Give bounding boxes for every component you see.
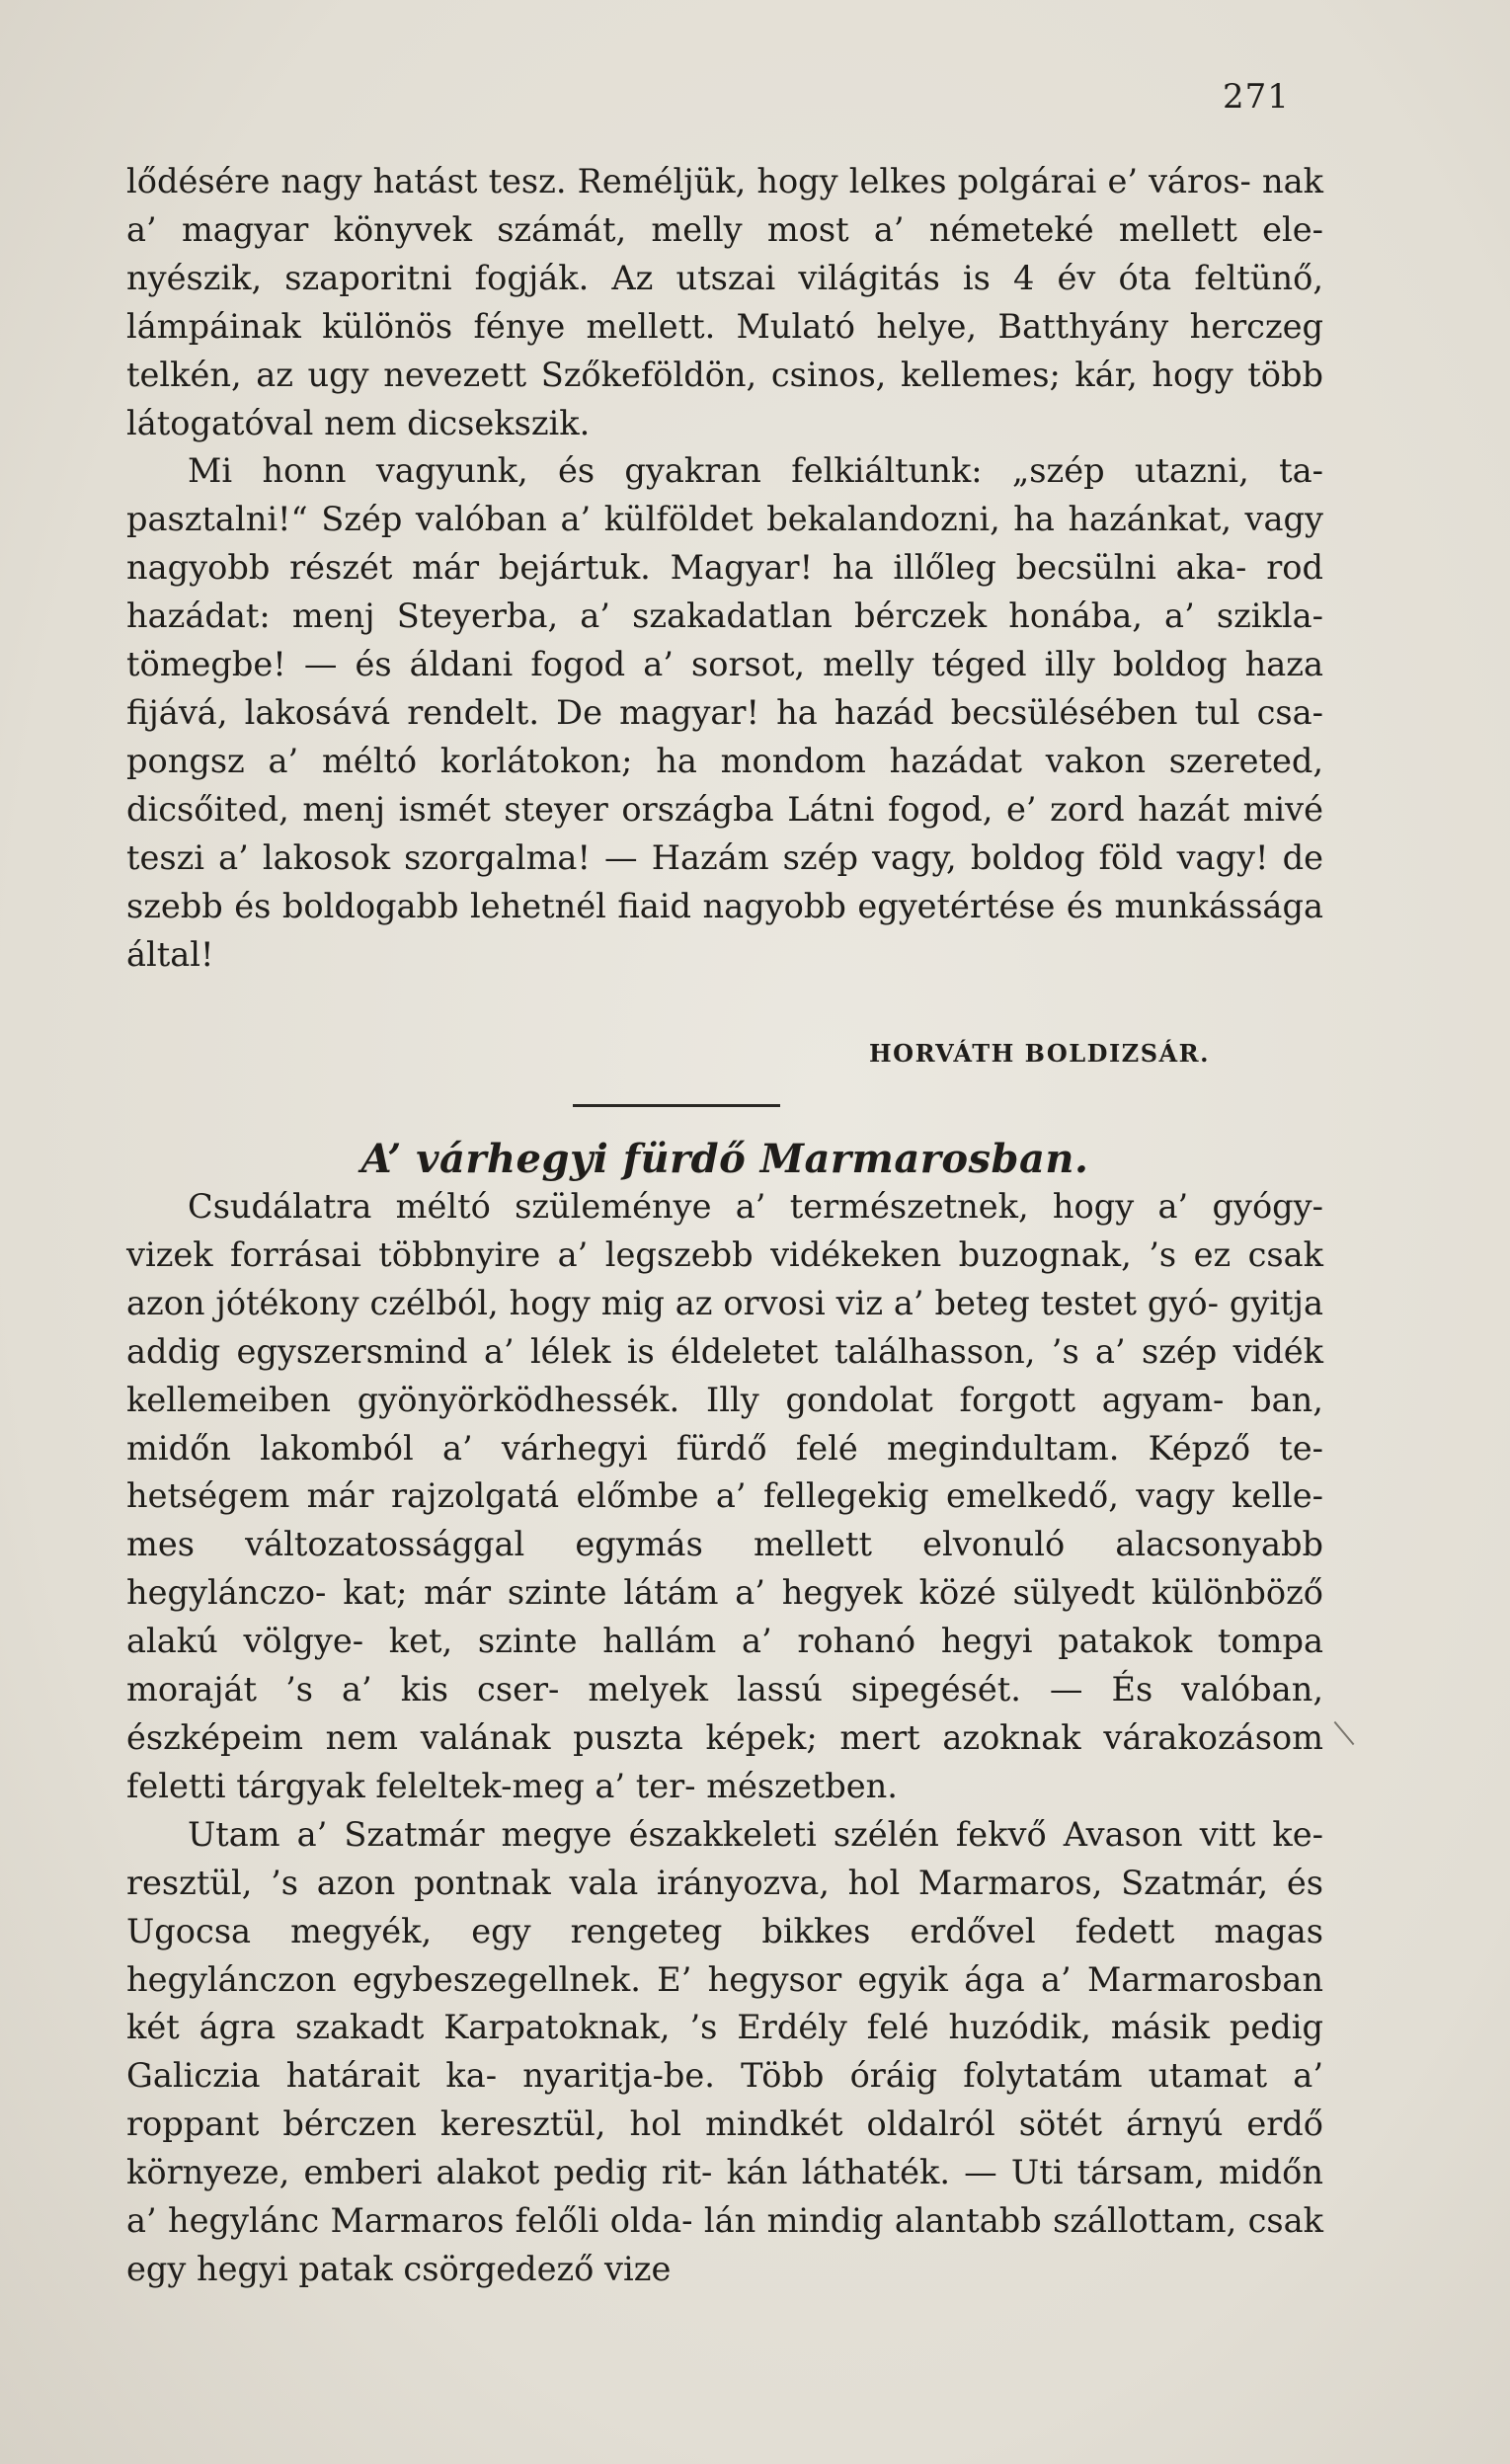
- article-title: A’ várhegyi fürdő Marmarosban.: [360, 1136, 1089, 1182]
- text-line: vidék kellemeiben gyönyörködhessék. Illy gondolat forgott agyam-: [126, 1331, 1323, 1419]
- text-line: nyészik, szaporitni fogják. Az utszai világitás is 4 év óta feltünő,: [126, 258, 1323, 297]
- text-line: Utam a’ Szatmár megye északkeleti szélén fekvő Avason vitt ke-: [188, 1814, 1323, 1854]
- article-2-text: [126, 1183, 1323, 2294]
- paragraph: [126, 447, 1323, 979]
- page-mark: [1334, 1721, 1355, 1745]
- text-line: pasztalni!“ Szép valóban a’ külföldet bekalandozni, ha hazánkat,: [126, 500, 1232, 539]
- text-line: kán láthaték. — Uti társam, midőn a’ hegylánc Marmaros felőli olda-: [126, 2153, 1323, 2241]
- text-line: lán mindig alantabb szállottam, csak egy hegyi patak csörgedező vize: [126, 2201, 1323, 2288]
- paragraph: [126, 1811, 1323, 2294]
- text-line: tömegbe! — és áldani fogod a’ sorsot, melly téged illy boldog haza: [126, 645, 1323, 684]
- text-line: nyaritja-be. Több óráig folytatám utamat a’ roppant bérczen keresztül,: [126, 2056, 1323, 2144]
- text-line: Karpatoknak, ’s Erdély felé huzódik, másik pedig Galiczia határait ka-: [126, 2008, 1323, 2096]
- text-line: vizek forrásai többnyire a’ legszebb vidékeken buzognak, ’s ez csak: [126, 1234, 1323, 1274]
- text-line: ket, szinte hallám a’ rohanó hegyi patakok tompa moraját ’s a’ kis cser-: [126, 1622, 1323, 1709]
- page-number: 271: [1223, 77, 1290, 117]
- paragraph: [126, 1183, 1323, 1811]
- text-line: telkén, az ugy nevezett Szőkeföldön, csinos, kellemes; kár, hogy: [126, 355, 1233, 394]
- text-line: lámpáinak különös fénye mellett. Mulató helye, Batthyány herczeg: [126, 306, 1323, 346]
- text-line: hetségem már rajzolgatá előmbe a’ fellegekig emelkedő, vagy kelle-: [126, 1476, 1323, 1516]
- text-line: mészetben.: [706, 1766, 898, 1805]
- text-line: nak a’ magyar könyvek számát, melly most a’ németeké mellett ele-: [126, 162, 1323, 249]
- paragraph: [126, 158, 1323, 447]
- text-line: kat; már szinte látám a’ hegyek közé sülyedt különböző alakú völgye-: [126, 1573, 1323, 1661]
- text-line: Mi honn vagyunk, és gyakran felkiáltunk: „szép utazni, ta-: [188, 451, 1323, 491]
- text-line: ban, midőn lakomból a’ várhegyi fürdő felé megindultam. Képző te-: [126, 1380, 1323, 1468]
- text-line: vagy nagyobb részét már bejártuk. Magyar! ha illőleg becsülni aka-: [126, 500, 1323, 588]
- text-line: dicsőited, menj ismét steyer országba Látni fogod, e’ zord hazát: [126, 789, 1230, 829]
- text-line: több látogatóval nem dicsekszik.: [126, 355, 1323, 442]
- text-line: mivé teszi a’ lakosok szorgalma! — Hazám szép vagy, boldog föld: [126, 789, 1323, 877]
- text-line: Csudálatra méltó szüleménye a’ természetnek, hogy a’ gyógy-: [188, 1187, 1323, 1226]
- text-line: gyitja addig egyszersmind a’ lélek is éldeletet találhasson, ’s a’ szép: [126, 1283, 1323, 1371]
- text-line: azon jótékony czélból, hogy mig az orvosi viz a’ beteg testet gyó-: [126, 1283, 1219, 1322]
- text-line: fijává, lakosává rendelt. De magyar! ha hazád becsülésében tul csa-: [126, 692, 1323, 732]
- text-line: hol mindkét oldalról sötét árnyú erdő környeze, emberi alakot pedig rit-: [126, 2105, 1323, 2192]
- text-line: mes változatossággal egymás mellett elvonuló alacsonyabb hegylánczo-: [126, 1525, 1323, 1613]
- text-line: egybeszegellnek. E’ hegysor egyik ága a’ Marmarosban két ágra szakadt: [126, 1959, 1323, 2047]
- text-line: pongsz a’ méltó korlátokon; ha mondom hazádat vakon szereted,: [126, 741, 1323, 780]
- text-line: képek; mert azoknak várakozásom feletti tárgyak feleltek-meg a’ ter-: [126, 1717, 1323, 1805]
- text-line: melyek lassú sipegését. — És valóban, észképeim nem valának puszta: [126, 1670, 1323, 1757]
- author-signature: HORVÁTH BOLDIZSÁR.: [869, 1039, 1210, 1068]
- text-line: munkássága által!: [126, 886, 1323, 974]
- text-line: rod hazádat: menj Steyerba, a’ szakadatlan bérczek honába, a’ szikla-: [126, 548, 1323, 636]
- section-divider: [573, 1104, 780, 1107]
- text-line: lődésére nagy hatást tesz. Reméljük, hogy lelkes polgárai e’ város-: [126, 162, 1251, 200]
- text-line: vagy! de szebb és boldogabb lehetnél fiaid nagyobb egyetértése és: [126, 837, 1323, 925]
- text-line: resztül, ’s azon pontnak vala irányozva, hol Marmaros, Szatmár, és: [126, 1863, 1323, 1902]
- article-1-text: [126, 158, 1323, 979]
- text-line: Ugocsa megyék, egy rengeteg bikkes erdővel fedett magas hegylánczon: [126, 1911, 1323, 1999]
